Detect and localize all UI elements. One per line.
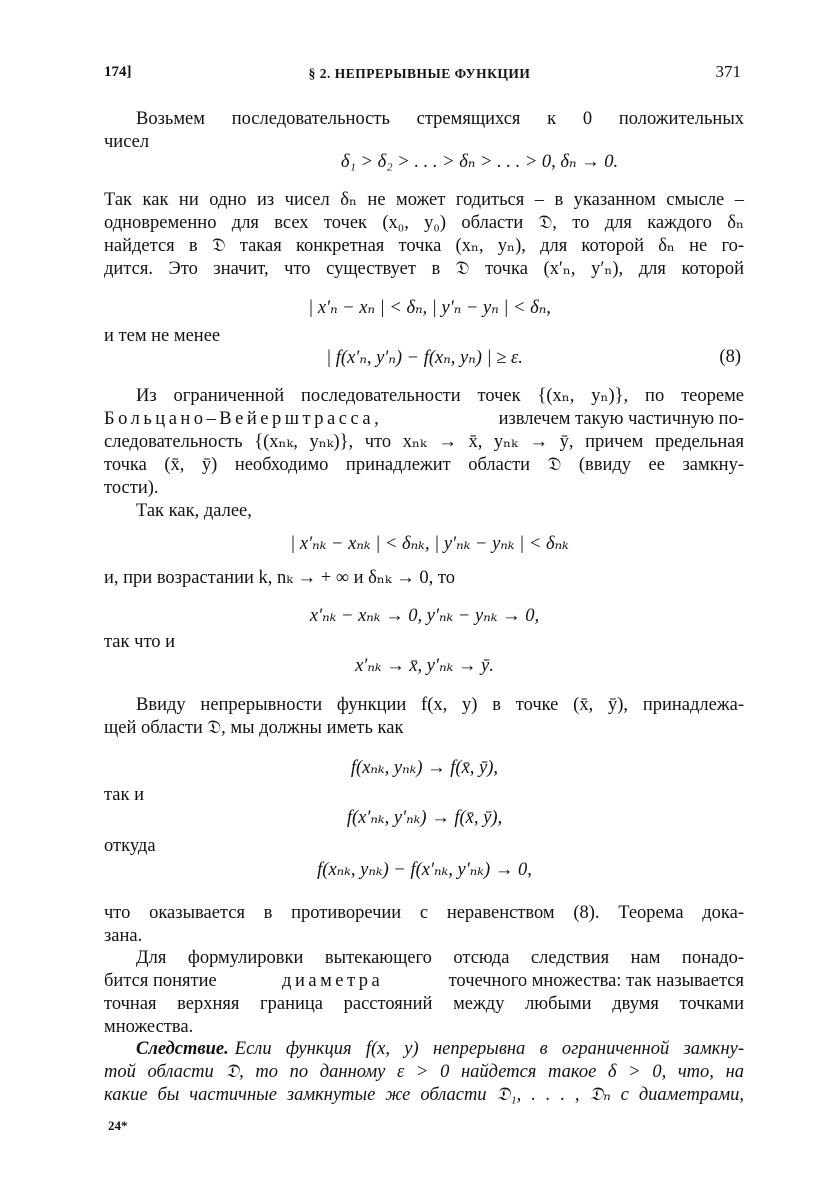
paragraph-line: и тем не менее — [104, 326, 221, 346]
paragraph-line: тости). — [104, 478, 159, 498]
equation-number: (8) — [719, 347, 741, 367]
formula-limits: x′ₙₖ → x̄, y′ₙₖ → ȳ. — [355, 656, 494, 676]
paragraph-line: следовательность {(xₙₖ, yₙₖ)}, что xₙₖ → x̄, yₙₖ → ȳ, причем предельная — [104, 432, 744, 452]
section-number: 174] — [104, 64, 132, 80]
paragraph-line: Для формулировки вытекающего отсюда следствия нам понадо- — [136, 948, 744, 968]
paragraph-line: что оказывается в противоречии с неравенством (8). Теорема дока- — [104, 903, 744, 923]
text-span: извлечем такую частичную по- — [498, 409, 744, 429]
paragraph-line: какие бы частичные замкнутые же области 𝔇₁, . . . , 𝔇ₙ с диаметрами, — [104, 1085, 744, 1105]
text-span: бится понятие — [104, 971, 217, 991]
paragraph-line: точка (x̄, ȳ) необходимо принадлежит области 𝔇 (ввиду ее замкну- — [104, 455, 744, 475]
formula-f-limit-1: f(xₙₖ, yₙₖ) → f(x̄, ȳ), — [350, 758, 499, 778]
paragraph-line: и, при возрастании k, nₖ → + ∞ и δₙₖ → 0, то — [104, 568, 455, 588]
formula-differences: x′ₙₖ − xₙₖ → 0, y′ₙₖ − yₙₖ → 0, — [309, 606, 540, 626]
paragraph-line: щей области 𝔇, мы должны иметь как — [104, 718, 404, 738]
page-number: 371 — [715, 62, 741, 81]
formula-8: | f(x′ₙ, y′ₙ) − f(xₙ, yₙ) | ≥ ε. — [326, 348, 523, 368]
corollary-label: Следствие. — [136, 1039, 229, 1059]
paragraph-line: так что и — [104, 632, 176, 652]
paragraph-line: так и — [104, 785, 145, 805]
formula-inequalities: | x′ₙ − xₙ | < δₙ, | y′ₙ − yₙ | < δₙ, — [308, 298, 551, 318]
paragraph-line: Возьмем последовательность стремящихся к 0 положительных — [136, 109, 744, 129]
formula-f-difference: f(xₙₖ, yₙₖ) − f(x′ₙₖ, y′ₙₖ) → 0, — [317, 860, 532, 880]
paragraph-line: Так как, далее, — [136, 501, 252, 521]
paragraph-line: дится. Это значит, что существует в 𝔇 точка (x′ₙ, y′ₙ), для которой — [104, 259, 744, 279]
paragraph-line: точная верхняя граница расстояний между любыми двумя точками — [104, 994, 744, 1014]
paragraph-line: Из ограниченной последовательности точек {(xₙ, yₙ)}, по теореме — [136, 386, 744, 406]
paragraph-line: зана. — [104, 926, 143, 946]
theorem-name: Больцано–Вейерштрасса, — [104, 409, 383, 429]
formula-subsequence-ineq: | x′ₙₖ − xₙₖ | < δₙₖ, | y′ₙₖ − yₙₖ | < δₙₖ — [290, 534, 569, 554]
running-head: § 2. НЕПРЕРЫВНЫЕ ФУНКЦИИ — [308, 66, 531, 81]
formula-f-limit-2: f(x′ₙₖ, y′ₙₖ) → f(x̄, ȳ), — [346, 808, 503, 828]
paragraph-line: откуда — [104, 836, 156, 856]
paragraph-line: Ввиду непрерывности функции f(x, y) в точке (x̄, ȳ), принадлежа- — [136, 695, 744, 715]
text-span: точечного множества: так называется — [448, 971, 744, 991]
paragraph-line — [104, 408, 744, 431]
text-span: Если функция f(x, y) непрерывна в ограниченной замкну- — [234, 1039, 744, 1059]
paragraph-line — [104, 970, 744, 993]
paragraph-line: множества. — [104, 1017, 194, 1037]
paragraph-line — [136, 1038, 744, 1061]
paragraph-line: найдется в 𝔇 такая конкретная точка (xₙ, yₙ), для которой δₙ не го- — [104, 236, 744, 256]
paragraph-line: Так как ни одно из чисел δₙ не может годиться – в указанном смысле – — [104, 190, 744, 210]
paragraph-line: чисел — [104, 132, 150, 152]
signature-mark: 24* — [108, 1118, 128, 1133]
paragraph-line: одновременно для всех точек (x₀, y₀) области 𝔇, то для каждого δₙ — [104, 213, 744, 233]
term-diameter: диаметра — [282, 971, 384, 991]
paragraph-line: той области 𝔇, то по данному ε > 0 найдется такое δ > 0, что, на — [104, 1062, 744, 1082]
formula-delta-sequence: δ₁ > δ₂ > . . . > δₙ > . . . > 0, δₙ → 0. — [340, 152, 619, 172]
